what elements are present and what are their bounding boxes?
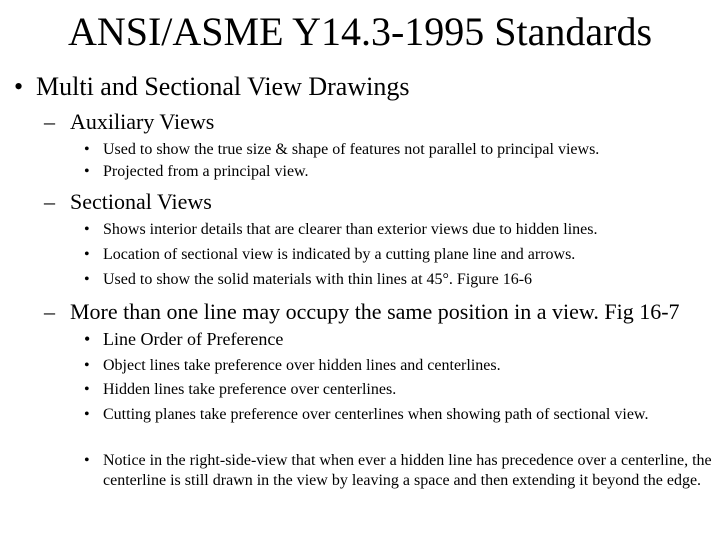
list-item-text: Projected from a principal view. [103,163,309,180]
dash-icon: – [44,299,55,324]
main-bullet-text: Multi and Sectional View Drawings [36,72,410,101]
bullet-icon: • [14,72,24,101]
list-item-text: Location of sectional view is indicated by a cutting plane line and arrows. [103,246,576,263]
list-item-text: Hidden lines take preference over centerlines. [103,381,397,398]
slide-title: ANSI/ASME Y14.3-1995 Standards [67,9,653,54]
list-item [84,380,716,400]
bullet-icon: • [84,406,90,423]
bullet-icon: • [84,271,90,288]
section-heading-line-precedence [44,298,720,326]
list-item [84,451,716,491]
list-item [84,356,716,376]
section-heading-sectional [44,188,720,216]
list-item [84,220,716,240]
list-item-text: Cutting planes take preference over centerlines when showing path of sectional view. [103,406,649,423]
list-item-text: Notice in the right-side-view that when ever a hidden line has precedence over a centerline, the centerline is still drawn in the view by leaving a space and then extending it beyond the edge. [103,452,712,489]
bullet-icon: • [84,221,90,238]
list-item [84,328,716,350]
list-item [84,162,716,182]
list-item [84,245,716,265]
main-bullet [14,70,714,104]
section-heading-text: More than one line may occupy the same position in a view. Fig 16-7 [70,299,680,324]
bullet-icon: • [84,329,91,349]
list-item [84,405,716,425]
section-heading-text: Sectional Views [70,189,212,214]
bullet-icon: • [84,357,90,374]
bullet-icon: • [84,246,90,263]
bullet-icon: • [84,163,90,180]
dash-icon: – [44,109,55,134]
list-item [84,140,716,160]
bullet-icon: • [84,381,90,398]
list-item [84,270,716,290]
section-heading-auxiliary [44,108,720,136]
bullet-icon: • [84,141,90,158]
list-item-text: Line Order of Preference [103,329,284,349]
list-item-text: Used to show the true size & shape of features not parallel to principal views. [103,141,600,158]
list-item-text: Used to show the solid materials with thin lines at 45°. Figure 16-6 [103,271,533,288]
list-item-text: Shows interior details that are clearer than exterior views due to hidden lines. [103,221,598,238]
dash-icon: – [44,189,55,214]
section-heading-text: Auxiliary Views [70,109,215,134]
list-item-text: Object lines take preference over hidden lines and centerlines. [103,357,501,374]
bullet-icon: • [84,452,90,469]
